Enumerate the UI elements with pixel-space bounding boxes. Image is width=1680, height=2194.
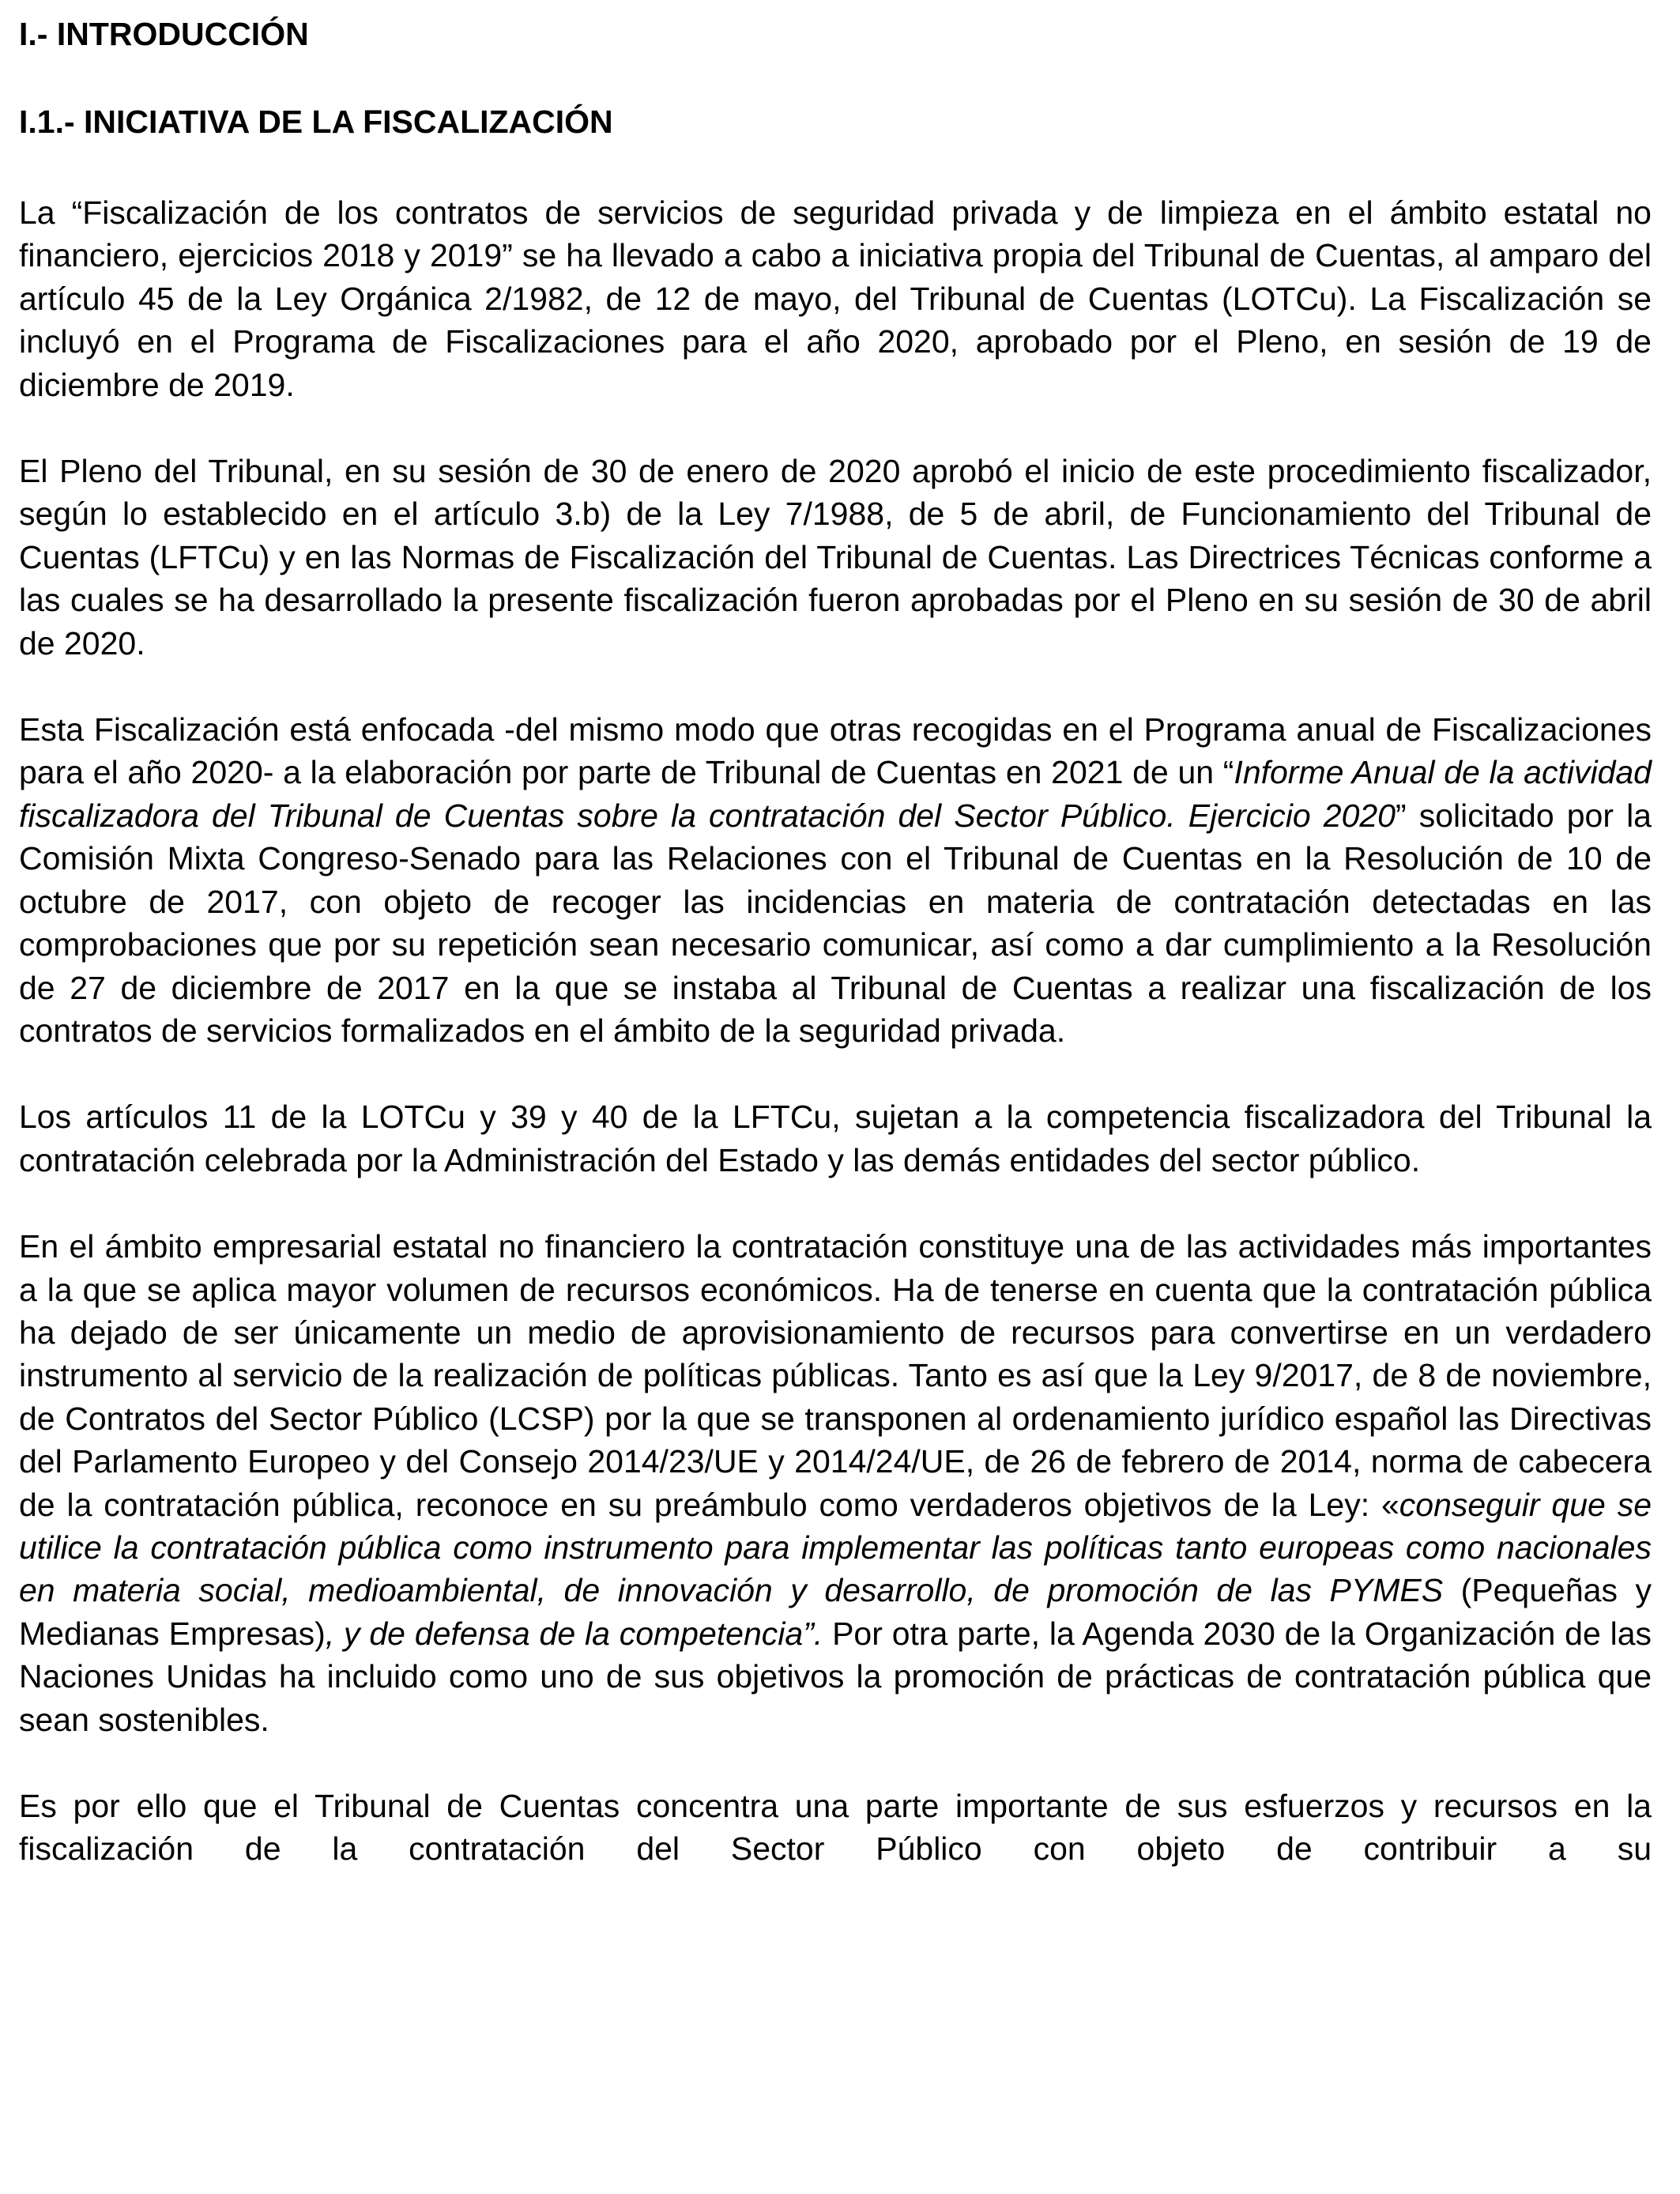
paragraph-competence: Los artículos 11 de la LOTCu y 39 y 40 de la LFTCu, sujetan a la competencia fiscalizadora del Tribunal la contratación celebrada por la Administración del Estado y las demás entidades del sector público. xyxy=(19,1099,1652,1178)
paragraph-procurement-text-a: En el ámbito empresarial estatal no financiero la contratación constituye una de las actividades más importantes a la que se aplica mayor volumen de recursos económicos. Ha de tenerse en cuenta que la contratación pública ha dejado de ser únicamente un medio de aprovisionamiento de recursos para convertirse en un verdadero instrumento al servicio de la realización de políticas públicas. Tanto es así que la Ley 9/2017, de 8 de noviembre, de Contratos del Sector Público (LCSP) por la que se transponen al ordenamiento jurídico español las Directivas del Parlamento Europeo y del Consejo 2014/23/UE y 2014/24/UE, de 26 de febrero de 2014, norma de cabecera de la contratación pública, reconoce en su preámbulo como verdaderos objetivos de la Ley: « xyxy=(19,1228,1652,1523)
paragraph-focus-report-title: Informe Anual de la actividad fiscalizadora del Tribunal de Cuentas sobre la contratación del Sector Público. Ejercicio 2020 xyxy=(19,754,1652,834)
paragraph-focus-text-c: ” solicitado por la Comisión Mixta Congreso-Senado para las Relaciones con el Tribunal de Cuentas en la Resolución de 10 de octubre de 2017, con objeto de recoger las incidencias en materia de contratación detectadas en las comprobaciones que por su repetición sean necesario comunicar, así como a dar cumplimiento a la Resolución de 27 de diciembre de 2017 en la que se instaba al Tribunal de Cuentas a realizar una fiscalización de los contratos de servicios formalizados en el ámbito de la seguridad privada. xyxy=(19,797,1652,1049)
paragraph-initiative: La “Fiscalización de los contratos de servicios de seguridad privada y de limpieza en el ámbito estatal no financiero, ejercicios 2018 y 2019” se ha llevado a cabo a iniciativa propia del Tribunal de Cuentas, al amparo del artículo 45 de la Ley Orgánica 2/1982, de 12 de mayo, del Tribunal de Cuentas (LOTCu). La Fiscalización se incluyó en el Programa de Fiscalizaciones para el año 2020, aprobado por el Pleno, en sesión de 19 de diciembre de 2019. xyxy=(19,194,1652,403)
paragraph-conclusion: Es por ello que el Tribunal de Cuentas concentra una parte importante de sus esfuerzos y recursos en la fiscalización de la contratación del Sector Público con objeto de contribuir a su xyxy=(19,1788,1652,1868)
paragraph-procurement-text-e: Por otra parte, la Agenda 2030 de la Organización de las Naciones Unidas ha incluido como uno de sus objetivos la promoción de prácticas de contratación pública que sean sostenibles. xyxy=(19,1615,1652,1738)
section-heading: I.- INTRODUCCIÓN xyxy=(19,16,309,52)
paragraph-plenary-approval: El Pleno del Tribunal, en su sesión de 30 de enero de 2020 aprobó el inicio de este procedimiento fiscalizador, según lo establecido en el artículo 3.b) de la Ley 7/1988, de 5 de abril, de Funcionamiento del Tribunal de Cuentas (LFTCu) y en las Normas de Fiscalización del Tribunal de Cuentas. Las Directrices Técnicas conforme a las cuales se ha desarrollado la presente fiscalización fueron aprobadas por el Pleno en su sesión de 30 de abril de 2020. xyxy=(19,453,1652,662)
paragraph-public-procurement xyxy=(19,1225,1652,1741)
paragraph-focus xyxy=(19,708,1652,1052)
paragraph-procurement-quote-end: , y de defensa de la competencia”. xyxy=(325,1615,823,1652)
paragraph-procurement-quote: conseguir que se utilice la contratación pública como instrumento para implementar las políticas tanto europeas como nacionales en materia social, medioambiental, de innovación y desarrollo, de promoción de las PYMES xyxy=(19,1486,1652,1609)
paragraph-procurement-pymes-expansion: (Pequeñas y Medianas Empresas) xyxy=(19,1572,1652,1652)
paragraph-focus-text-a: Esta Fiscalización está enfocada -del mismo modo que otras recogidas en el Programa anual de Fiscalizaciones para el año 2020- a la elaboración por parte de Tribunal de Cuentas en 2021 de un “ xyxy=(19,711,1652,791)
subsection-heading: I.1.- INICIATIVA DE LA FISCALIZACIÓN xyxy=(19,104,613,140)
document-page xyxy=(19,0,1652,2194)
